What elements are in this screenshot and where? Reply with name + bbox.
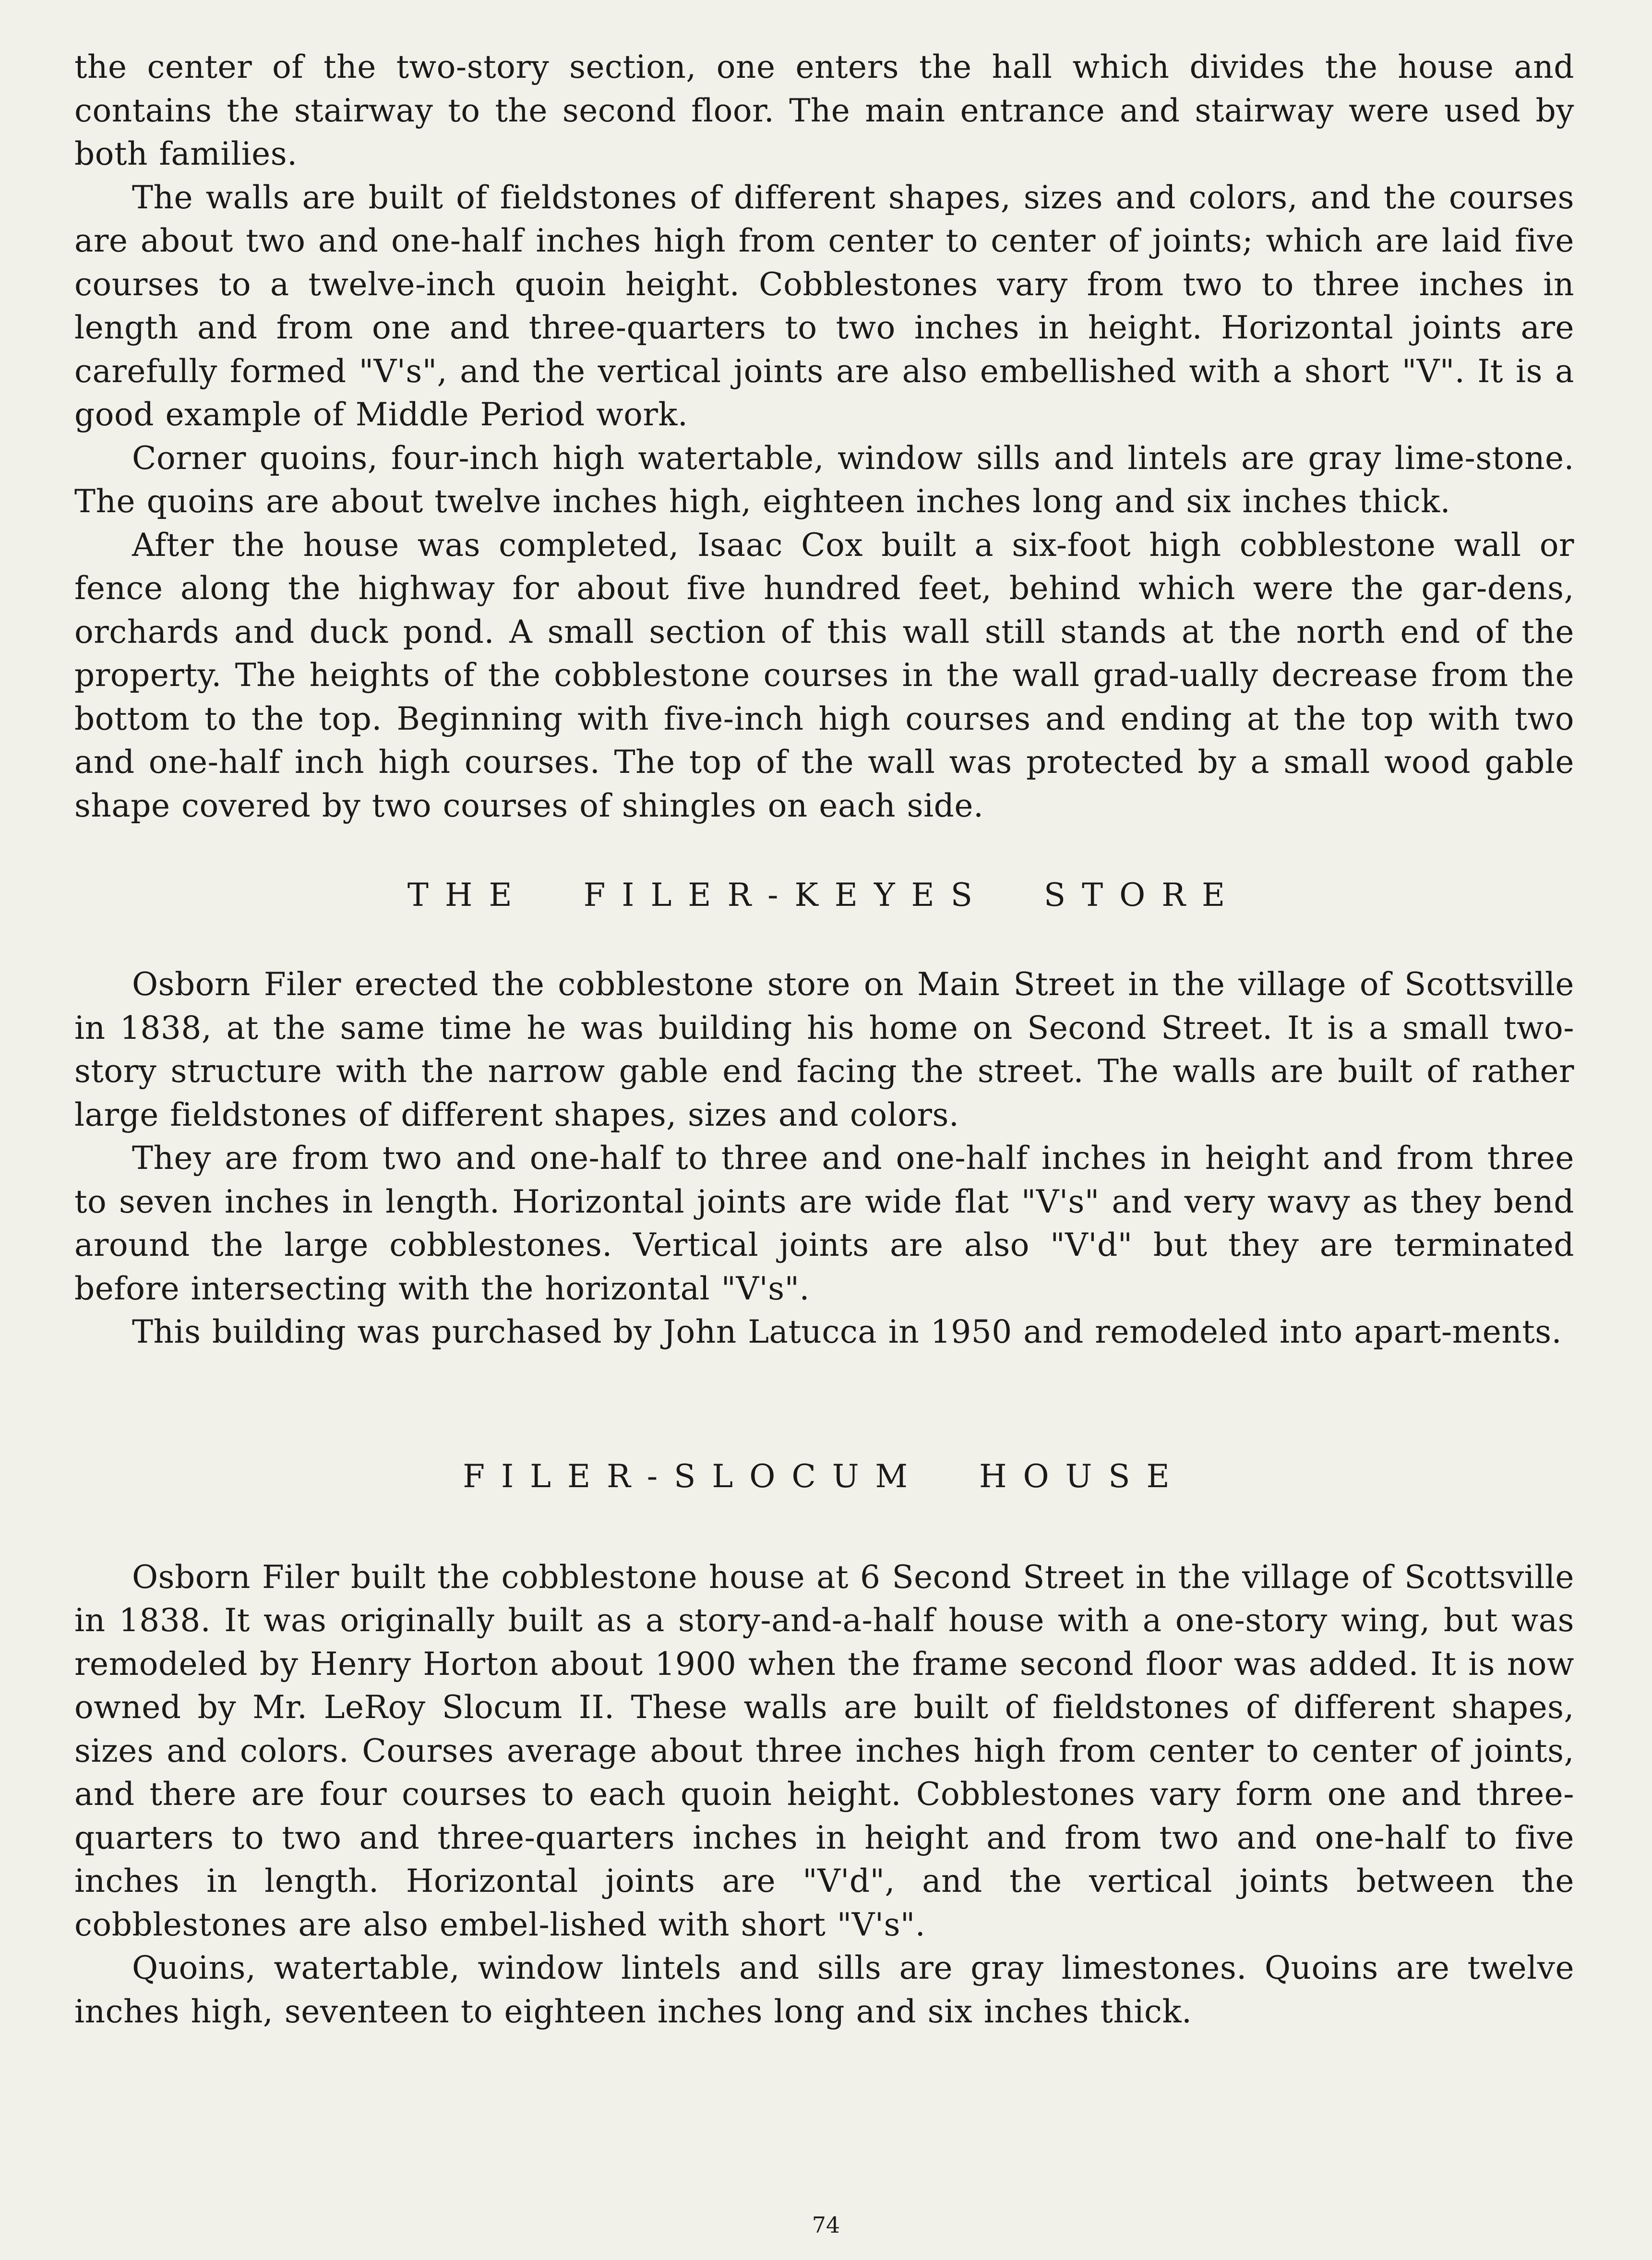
cobblestone-wall-paragraph: After the house was completed, Isaac Cox built a six-foot high cobblestone wall or fence along the highway for about five hundred feet, behind which were the gar-dens, orchards and duck pond. A small section of this wall still stands at the north end of the property. The heights of the cobblestone courses in the wall grad-ually decrease from the bottom to the top. Beginning with five-inch high courses and ending at the top with two and one-half inch high courses. The top of the wall was protected by a small wood gable shape covered by two courses of shingles on each side. [74,526,1574,824]
walls-paragraph: The walls are built of fieldstones of different shapes, sizes and colors, and the courses are about two and one-half inches high from center to center of joints; which are laid five courses to a twelve-inch quoin height. Cobblestones vary from two to three inches in length and from one and three-quarters to two inches in height. Horizontal joints are carefully formed "V's", and the vertical joints are also embellished with a short "V". It is a good example of Middle Period work. [74,179,1574,433]
section-heading-filer-keyes-store: THE FILER-KEYES STORE [407,877,1242,914]
filer-slocum-paragraph-1: Osborn Filer built the cobblestone house at 6 Second Street in the village of Scottsville in 1838. It was originally built as a story-and-a-half house with a one-story wing, but was remodeled by Henry Horton about 1900 when the frame second floor was added. It is now owned by Mr. LeRoy Slocum II. These walls are built of fieldstones of different shapes, sizes and colors. Courses average about three inches high from center to center of joints, and there are four courses to each quoin height. Cobblestones vary form one and three-quarters to two and three-quarters inches in height and from two and one-half to five inches in length. Horizontal joints are "V'd", and the vertical joints between the cobblestones are also embel-lished with short "V's". [74,1558,1574,1943]
page-body [74,46,1574,2033]
filer-keyes-paragraph-3: This building was purchased by John Latucca in 1950 and remodeled into apart-ments. [132,1313,1562,1350]
section-heading-filer-slocum-house: FILER-SLOCUM HOUSE [463,1457,1186,1495]
filer-slocum-paragraph-2: Quoins, watertable, window lintels and sills are gray limestones. Quoins are twelve inches high, seventeen to eighteen inches long and six inches thick. [74,1949,1574,2030]
filer-keyes-paragraph-2: They are from two and one-half to three and one-half inches in height and from three to seven inches in length. Horizontal joints are wide flat "V's" and very wavy as they bend around the large cobblestones. Vertical joints are also "V'd" but they are terminated before intersecting with the horizontal "V's". [74,1140,1574,1307]
filer-keyes-paragraph-1: Osborn Filer erected the cobblestone store on Main Street in the village of Scottsville in 1838, at the same time he was building his home on Second Street. It is a small two-story structure with the narrow gable end facing the street. The walls are built of rather large fieldstones of different shapes, sizes and colors. [74,966,1574,1133]
intro-continuation-paragraph: the center of the two-story section, one enters the hall which divides the house and contains the stairway to the second floor. The main entrance and stairway were used by both families. [74,48,1574,172]
quoins-paragraph: Corner quoins, four-inch high watertable, window sills and lintels are gray lime-stone. The quoins are about twelve inches high, eighteen inches long and six inches thick. [74,439,1574,520]
page-number: 74 [812,2212,840,2238]
